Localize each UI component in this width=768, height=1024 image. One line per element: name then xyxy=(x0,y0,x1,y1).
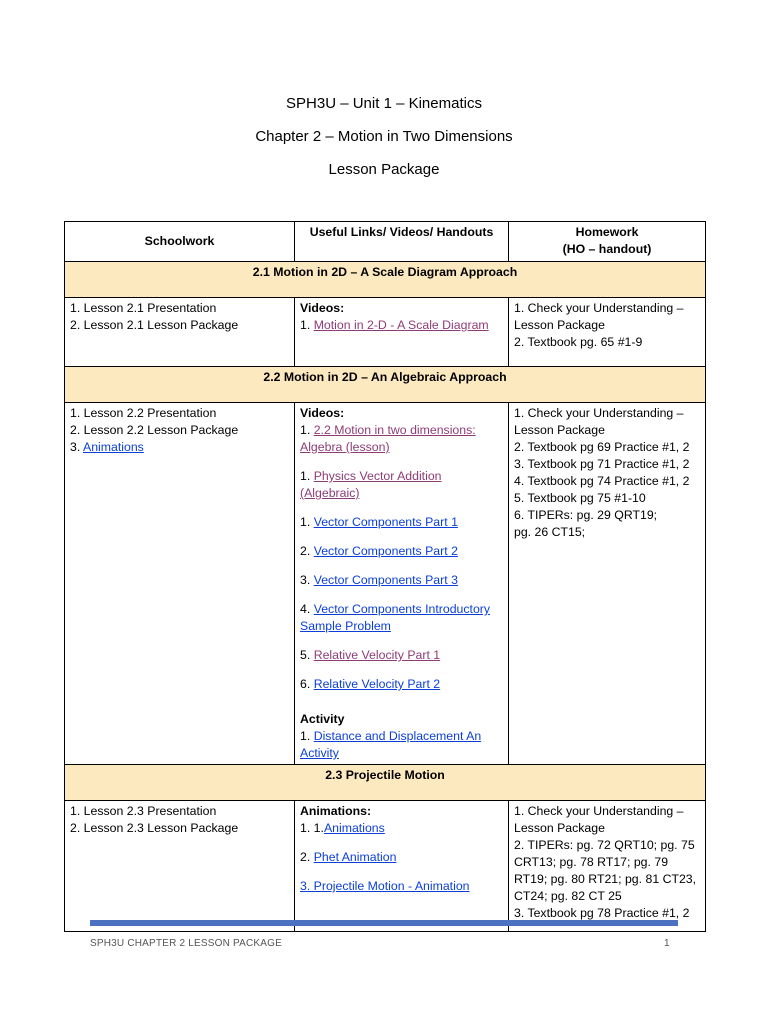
table-row xyxy=(65,298,706,367)
list-item: 3. Textbook pg 71 Practice #1, 2 xyxy=(514,457,690,471)
animations-link[interactable]: Animations xyxy=(83,440,144,454)
doc-title-line1: SPH3U – Unit 1 – Kinematics xyxy=(286,95,482,112)
section-row-2-2 xyxy=(65,367,706,403)
header-homework-line2: (HO – handout) xyxy=(562,242,652,256)
homework-cell xyxy=(509,403,706,765)
list-item xyxy=(300,647,503,664)
list-item xyxy=(300,317,503,334)
list-number: 6. xyxy=(300,677,314,691)
homework-cell xyxy=(509,801,706,932)
section-row-2-1 xyxy=(65,262,706,298)
page-number: 1 xyxy=(664,938,670,949)
animation-link-projectile-motion[interactable]: 3. Projectile Motion - Animation xyxy=(300,879,470,893)
video-link-intro-sample-problem[interactable]: Vector Components Introductory Sample Problem xyxy=(300,602,491,633)
list-item: 2. Textbook pg. 65 #1-9 xyxy=(514,335,643,349)
list-item xyxy=(300,422,503,456)
video-link-components-3[interactable]: Vector Components Part 3 xyxy=(313,573,458,587)
list-item xyxy=(300,849,503,866)
list-item: 2. Lesson 2.3 Lesson Package xyxy=(70,821,239,835)
list-item: 6. TIPERs: pg. 29 QRT19; xyxy=(514,508,658,522)
list-item xyxy=(300,728,503,762)
list-item: 2. TIPERs: pg. 72 QRT10; pg. 75 CRT13; pg. 78 RT17; pg. 79 RT19; pg. 80 RT21; pg. 81 CT23, CT24; pg. 82 CT 25 xyxy=(514,838,697,903)
video-link-algebra-lesson[interactable]: 2.2 Motion in two dimensions: Algebra (lesson) xyxy=(300,423,476,454)
video-link-vector-addition[interactable]: Physics Vector Addition (Algebraic) xyxy=(300,469,442,500)
table-row xyxy=(65,801,706,932)
homework-cell xyxy=(509,298,706,367)
list-number: 3. xyxy=(300,573,314,587)
list-number: 5. xyxy=(300,648,314,662)
list-item: 1. Check your Understanding – Lesson Package xyxy=(514,804,684,835)
list-number: 2. xyxy=(300,544,314,558)
list-item xyxy=(300,820,503,837)
video-link-relative-velocity-1[interactable]: Relative Velocity Part 1 xyxy=(313,648,441,662)
list-item: 1. Check your Understanding – Lesson Package xyxy=(514,301,684,332)
video-link-relative-velocity-2[interactable]: Relative Velocity Part 2 xyxy=(313,677,441,691)
footer-divider xyxy=(90,920,678,926)
list-item xyxy=(300,572,503,589)
list-item: 1. Lesson 2.1 Presentation xyxy=(70,301,217,315)
list-number: 1. xyxy=(300,515,314,529)
list-item xyxy=(300,878,503,895)
list-item xyxy=(300,676,503,693)
list-item: 1. Lesson 2.2 Presentation xyxy=(70,406,217,420)
section-row-2-3 xyxy=(65,765,706,801)
section-title-2-2: 2.2 Motion in 2D – An Algebraic Approach xyxy=(65,367,706,403)
animations-label: Animations: xyxy=(300,804,372,818)
list-number: 1. xyxy=(300,423,314,437)
list-number: 1. xyxy=(300,729,314,743)
list-item: 3. Textbook pg 78 Practice #1, 2 xyxy=(514,906,690,920)
doc-title-line2: Chapter 2 – Motion in Two Dimensions xyxy=(255,128,513,145)
header-schoolwork: Schoolwork xyxy=(65,222,295,262)
schoolwork-cell xyxy=(65,403,295,765)
schoolwork-cell xyxy=(65,801,295,932)
animation-link-animations[interactable]: Animations xyxy=(323,821,385,835)
list-item xyxy=(70,439,289,456)
list-item: 1. Lesson 2.3 Presentation xyxy=(70,804,217,818)
table-row xyxy=(65,403,706,765)
list-item xyxy=(300,514,503,531)
videos-label: Videos: xyxy=(300,406,345,420)
list-number: 3. xyxy=(70,440,83,454)
video-link-components-1[interactable]: Vector Components Part 1 xyxy=(313,515,458,529)
list-item: 2. Lesson 2.1 Lesson Package xyxy=(70,318,239,332)
section-title-2-1: 2.1 Motion in 2D – A Scale Diagram Approach xyxy=(65,262,706,298)
lesson-table xyxy=(64,221,706,932)
schoolwork-cell xyxy=(65,298,295,367)
list-item xyxy=(300,601,503,635)
list-item: 2. Lesson 2.2 Lesson Package xyxy=(70,423,239,437)
list-item xyxy=(300,468,503,502)
list-item: 5. Textbook pg 75 #1-10 xyxy=(514,491,646,505)
header-links: Useful Links/ Videos/ Handouts xyxy=(295,222,509,262)
animation-link-phet[interactable]: Phet Animation xyxy=(313,850,397,864)
header-homework xyxy=(509,222,706,262)
activity-link-distance-displacement[interactable]: Distance and Displacement An Activity xyxy=(300,729,482,760)
list-item: 2. Textbook pg 69 Practice #1, 2 xyxy=(514,440,690,454)
section-title-2-3: 2.3 Projectile Motion xyxy=(65,765,706,801)
footer-title: SPH3U CHAPTER 2 LESSON PACKAGE xyxy=(90,938,282,949)
links-cell xyxy=(295,298,509,367)
list-number: 1. 1. xyxy=(300,821,324,835)
table-header-row xyxy=(65,222,706,262)
list-number: 1. xyxy=(300,318,314,332)
videos-label: Videos: xyxy=(300,301,345,315)
list-item: 4. Textbook pg 74 Practice #1, 2 xyxy=(514,474,690,488)
header-homework-line1: Homework xyxy=(575,225,639,239)
links-cell xyxy=(295,801,509,932)
list-item: 1. Check your Understanding – Lesson Package xyxy=(514,406,684,437)
video-link-scale-diagram[interactable]: Motion in 2-D - A Scale Diagram xyxy=(313,318,489,332)
list-number: 4. xyxy=(300,602,314,616)
list-item: pg. 26 CT15; xyxy=(514,525,586,539)
list-number: 2. xyxy=(300,850,314,864)
list-item xyxy=(300,543,503,560)
doc-title-line3: Lesson Package xyxy=(328,161,440,178)
video-link-components-2[interactable]: Vector Components Part 2 xyxy=(313,544,458,558)
list-number: 1. xyxy=(300,469,314,483)
activity-label: Activity xyxy=(300,712,345,726)
links-cell xyxy=(295,403,509,765)
